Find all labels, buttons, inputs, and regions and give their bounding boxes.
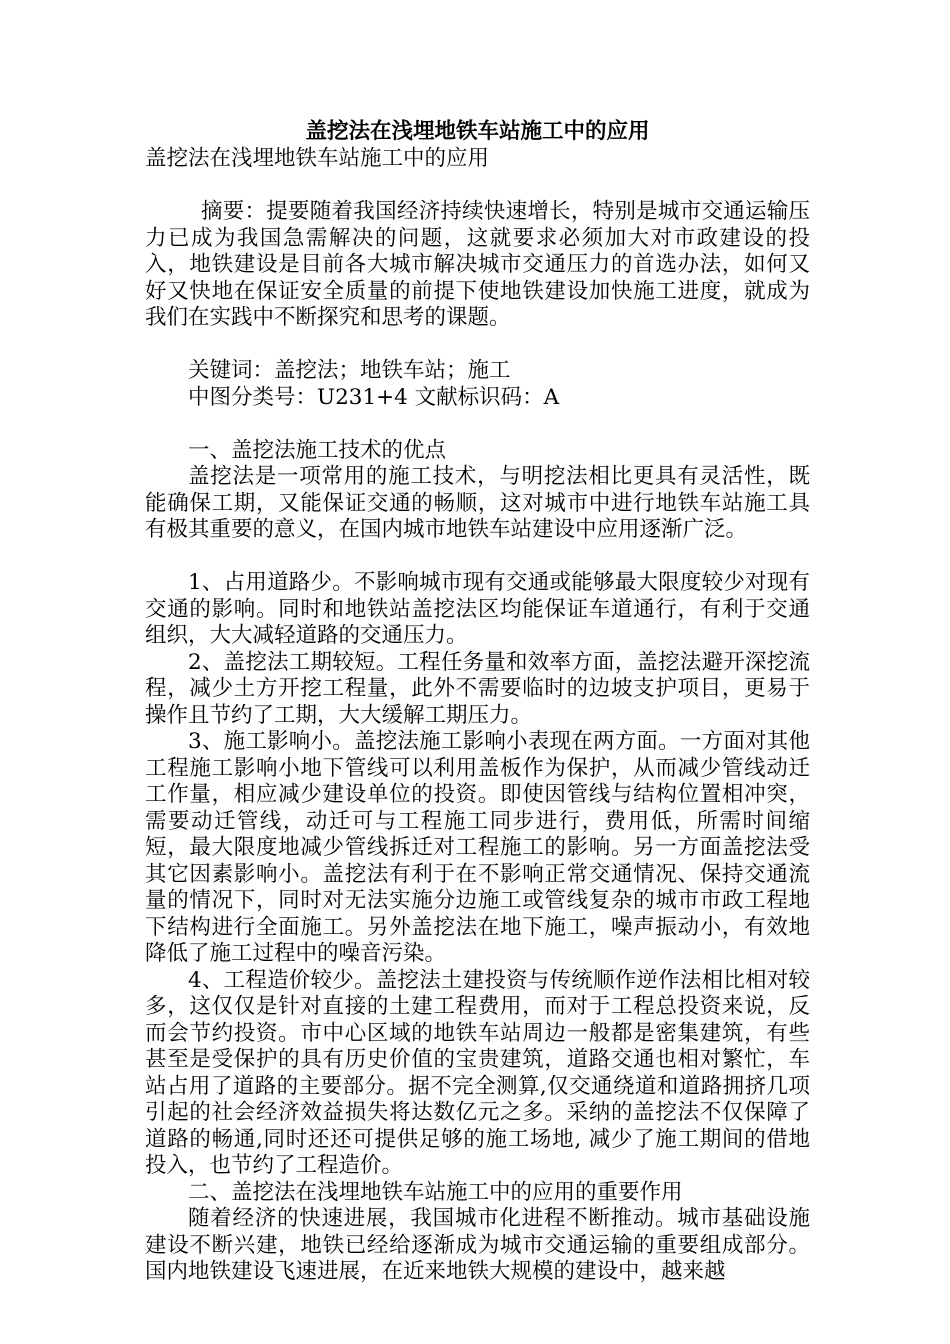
keywords-line: 关键词：盖挖法；地铁车站；施工 xyxy=(188,358,511,383)
section-heading-1: 一、盖挖法施工技术的优点 xyxy=(188,437,447,463)
point-3-paragraph: 3、施工影响小。盖挖法施工影响小表现在两方面。一方面对其他工程施工影响小地下管线可以利用盖板作为保护，从而减少管线动迁工作量，相应减少建设单位的投资。即使因管线与结构位置相冲突，需要动迁管线，动迁可与工程施工同步进行，费用低，所需时间缩短，最大限度地减少管线拆迁对工程施工的影响。另一方面盖挖法受其它因素影响小。盖挖法有利于在不影响正常交通情况、保持交通流量的情况下，同时对无法实施分边施工或管线复杂的城市市政工程地下结构进行全面施工。另外盖挖法在地下施工，噪声振动小，有效地降低了施工过程中的噪音污染。 xyxy=(145,729,810,966)
blank-line xyxy=(145,544,810,571)
section-heading-2: 二、盖挖法在浅埋地铁车站施工中的应用的重要作用 xyxy=(188,1179,683,1205)
point-4-paragraph: 4、工程造价较少。盖挖法土建投资与传统顺作逆作法相比相对较多，这仅仅是针对直接的土建工程费用，而对于工程总投资来说，反而会节约投资。市中心区域的地铁车站周边一般都是密集建筑，有些甚至是受保护的具有历史价值的宝贵建筑，道路交通也相对繁忙，车站占用了道路的主要部分。据不完全测算,仅交通绕道和道路拥挤几项引起的社会经济效益损失将达数亿元之多。采纳的盖挖法不仅保障了道路的畅通,同时还还可提供足够的施工场地, 减少了施工期间的借地投入，也节约了工程造价。 xyxy=(145,967,810,1178)
point-2-paragraph: 2、盖挖法工期较短。工程任务量和效率方面，盖挖法避开深挖流程，减少土方开挖工程量，此外不需要临时的边坡支护项目，更易于操作且节约了工期，大大缓解工期压力。 xyxy=(145,649,810,728)
blank-line xyxy=(145,411,810,438)
document-title: 盖挖法在浅埋地铁车站施工中的应用 xyxy=(305,119,650,144)
point-1-paragraph: 1、占用道路少。不影响城市现有交通或能够最大限度较少对现有交通的影响。同时和地铁站盖挖法区均能保证车道通行，有利于交通组织，大大减轻道路的交通压力。 xyxy=(145,570,810,648)
section2-intro-paragraph: 随着经济的快速进展，我国城市化进程不断推动。城市基础设施建设不断兴建，地铁已经给逐渐成为城市交通运输的重要组成部分。国内地铁建设飞速进展，在近来地铁大规模的建设中，越来越 xyxy=(145,1206,810,1284)
document-page xyxy=(145,118,810,1286)
blank-line xyxy=(145,173,810,200)
abstract-paragraph: 摘要：提要随着我国经济持续快速增长，特别是城市交通运输压力已成为我国急需解决的问题，这就要求必须加大对市政建设的投入，地铁建设是目前各大城市解决城市交通压力的首选办法，如何又好又快地在保证安全质量的前提下使地铁建设加快施工进度，就成为我们在实践中不断探究和思考的课题。 xyxy=(145,199,810,330)
blank-line xyxy=(145,332,810,359)
classification-line: 中图分类号：U231+4 文献标识码：A xyxy=(188,384,560,410)
document-subtitle: 盖挖法在浅埋地铁车站施工中的应用 xyxy=(145,146,490,171)
section1-intro-paragraph: 盖挖法是一项常用的施工技术，与明挖法相比更具有灵活性，既能确保工期，又能保证交通的畅顺，这对城市中进行地铁车站施工具有极其重要的意义，在国内城市地铁车站建设中应用逐渐广泛。 xyxy=(145,464,810,542)
